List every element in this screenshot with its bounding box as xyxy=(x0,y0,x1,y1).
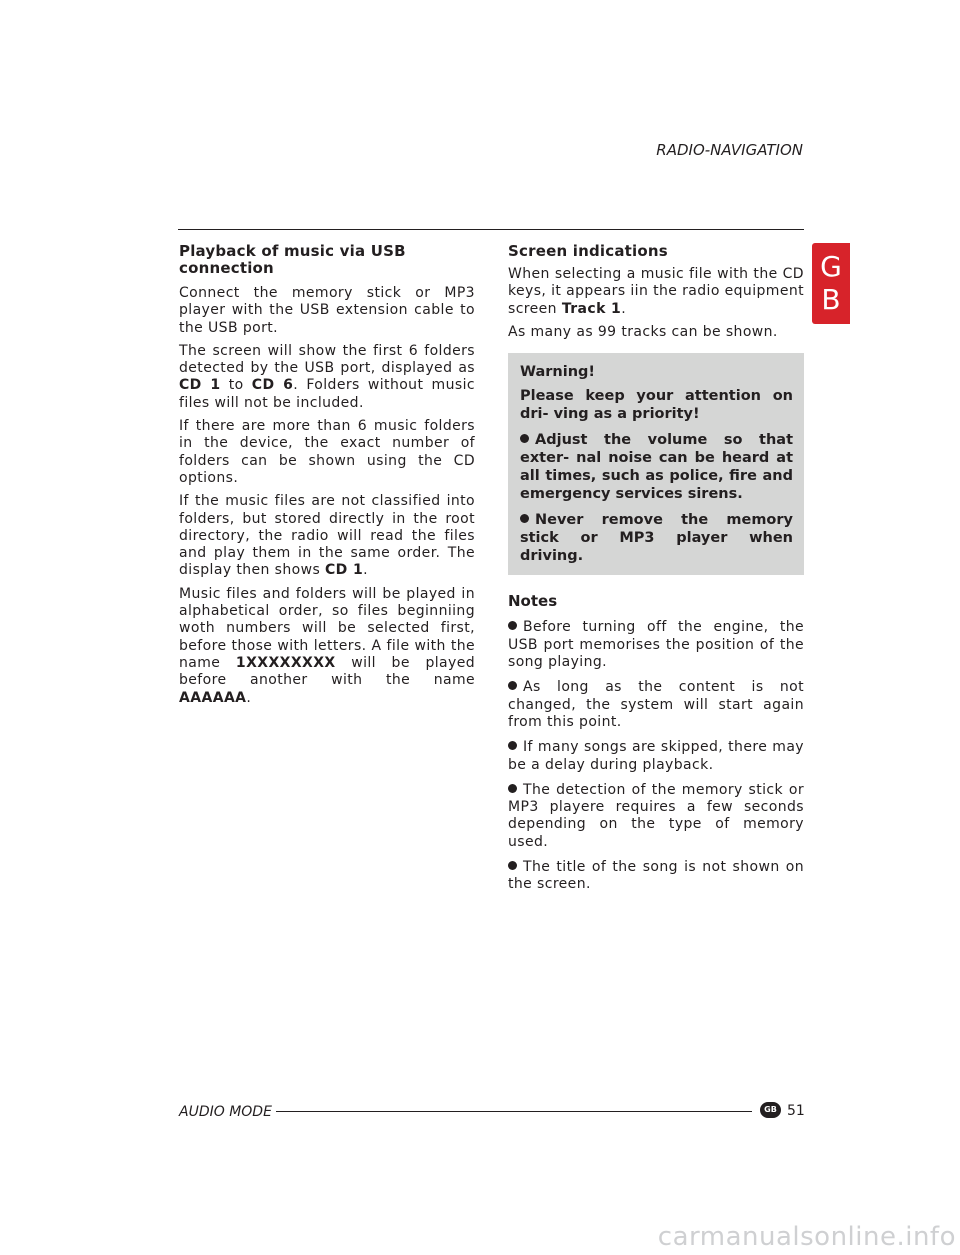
paragraph: When selecting a music file with the CD keys, it appears iin the radio equipment screen Track 1. xyxy=(508,266,804,317)
notes-heading: Notes xyxy=(508,592,558,611)
footer-section-label: AUDIO MODE xyxy=(179,1104,272,1120)
language-tab-letter: B xyxy=(821,283,841,316)
paragraph: The screen will show the first 6 folders detected by the USB port, displayed as CD 1 to CD 6. Folders without music files will not be included. xyxy=(179,342,475,411)
page-number: 51 xyxy=(787,1103,805,1119)
paragraph: Music files and folders will be played in alphabetical order, so files beginniing woth numbers will be selected first, before those with letters. A file with the name 1XXXXXXXX will be played before another with the name AAAAAA. xyxy=(179,585,475,706)
bullet-icon xyxy=(508,861,517,870)
footer-divider xyxy=(276,1111,752,1112)
section-heading: Playback of music via USB connection xyxy=(179,242,406,277)
note-item: The detection of the memory stick or MP3 playere requires a few seconds depending on the type of memory used. xyxy=(508,781,804,850)
bullet-icon xyxy=(508,741,517,750)
section-heading: Screen indications xyxy=(508,242,668,260)
running-header: RADIO-NAVIGATION xyxy=(656,141,803,159)
note-item: If many songs are skipped, there may be a delay during playback. xyxy=(508,739,804,773)
gb-badge-icon: GB xyxy=(760,1102,781,1118)
watermark: carmanualsonline.info xyxy=(657,1222,956,1252)
paragraph: If the music files are not classified into folders, but stored directly in the root directory, the radio will read the files and play them in the same order. The display then shows CD 1. xyxy=(179,493,475,579)
warning-bullet: Never remove the memory stick or MP3 player when driving. xyxy=(520,512,793,565)
warning-bullet: Adjust the volume so that exter- nal noise can be heard at all times, such as police, fire and emergency services sirens. xyxy=(520,432,793,503)
warning-box xyxy=(508,353,804,575)
left-column xyxy=(179,243,475,713)
note-item: As long as the content is not changed, the system will start again from this point. xyxy=(508,679,804,730)
note-item: Before turning off the engine, the USB port memorises the position of the song playing. xyxy=(508,619,804,671)
note-item: The title of the song is not shown on the screen. xyxy=(508,859,804,893)
bullet-icon xyxy=(508,681,517,690)
header-divider xyxy=(178,229,804,230)
bullet-icon xyxy=(508,621,517,630)
bullet-icon xyxy=(508,784,517,793)
paragraph: As many as 99 tracks can be shown. xyxy=(508,323,778,340)
bullet-icon xyxy=(520,514,529,523)
right-column xyxy=(508,243,804,902)
warning-title: Warning! xyxy=(520,364,596,381)
bullet-icon xyxy=(520,434,529,443)
paragraph: If there are more than 6 music folders in the device, the exact number of folders can be shown using the CD options. xyxy=(179,418,475,486)
warning-text: Please keep your attention on dri- ving as a priority! xyxy=(520,388,793,423)
notes-list xyxy=(508,619,804,893)
language-tab-letter: G xyxy=(820,250,842,283)
language-tab xyxy=(812,243,850,324)
paragraph: Connect the memory stick or MP3 player with the USB extension cable to the USB port. xyxy=(179,285,475,336)
